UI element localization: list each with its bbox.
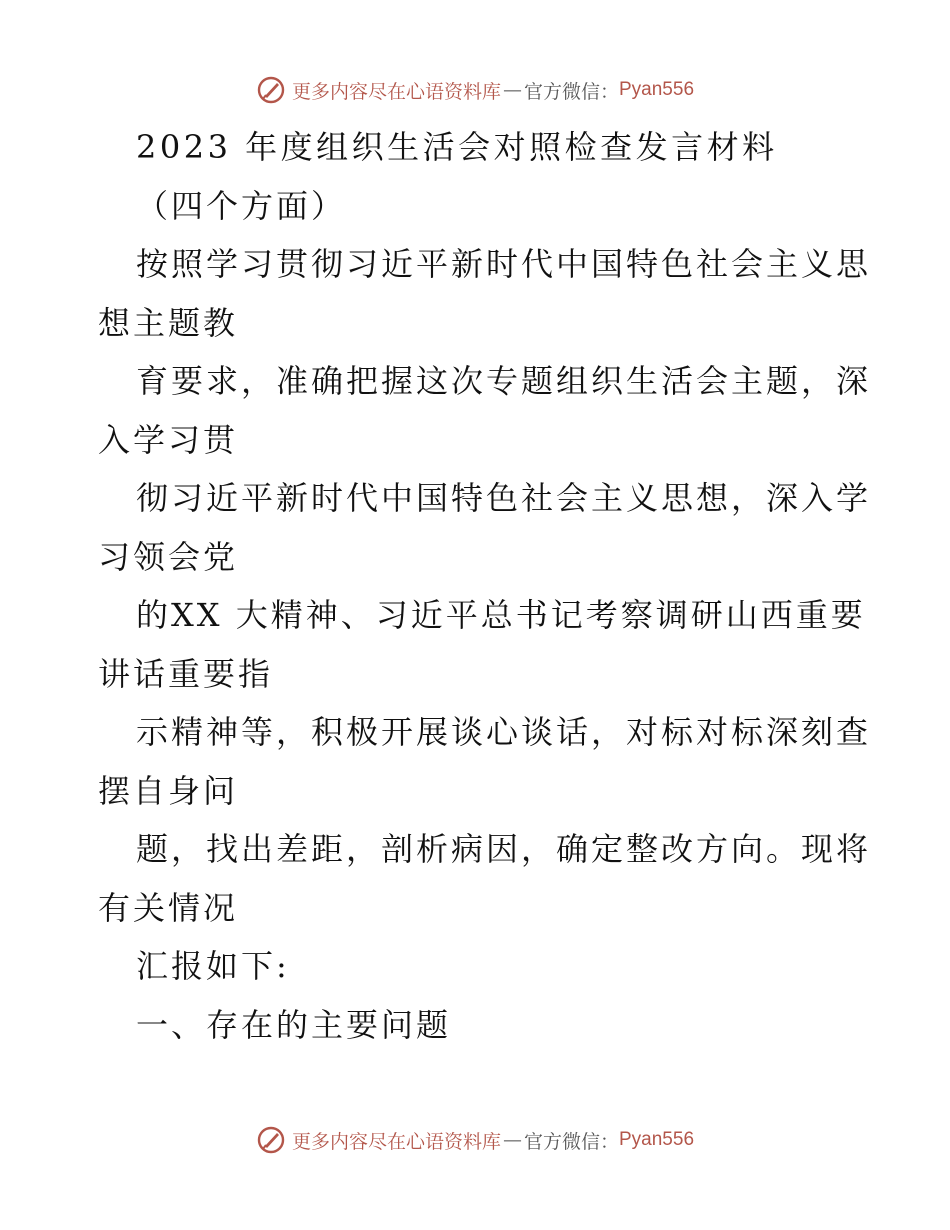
watermark-divider: — [502, 1129, 522, 1151]
watermark-site-text: 更多内容尽在心语资料库 [291, 1130, 501, 1153]
quill-circle-icon [256, 75, 286, 105]
section-heading: 一、存在的主要问题 [136, 1005, 452, 1044]
watermark-divider: — [502, 79, 522, 101]
header-watermark [0, 70, 950, 110]
paragraph-line: 讲话重要指 [98, 654, 274, 693]
watermark-wechat-id: Pyan556 [619, 1129, 695, 1150]
document-subtitle: （四个方面） [136, 186, 347, 225]
paragraph-line: 按照学习贯彻习近平新时代中国特色社会主义思 [136, 245, 872, 283]
paragraph-line: 入学习贯 [98, 420, 239, 459]
paragraph-line: 彻习近平新时代中国特色社会主义思想，深入学 [136, 479, 872, 517]
quill-circle-icon [256, 1125, 286, 1155]
paragraph-line: 的XX 大精神、习近平总书记考察调研山西重要 [136, 596, 866, 634]
paragraph-line: 示精神等，积极开展谈心谈话，对标对标深刻查 [136, 713, 872, 751]
paragraph-line: 想主题教 [98, 303, 239, 342]
paragraph-line: 有关情况 [98, 888, 239, 927]
document-title: 2023 年度组织生活会对照检查发言材料 [136, 128, 778, 166]
watermark-wechat-label: 官方微信： [523, 80, 619, 103]
watermark-wechat-id: Pyan556 [619, 79, 695, 100]
paragraph-line: 摆自身问 [98, 771, 239, 810]
paragraph-line: 习领会党 [98, 537, 239, 576]
paragraph-line: 育要求，准确把握这次专题组织生活会主题，深 [136, 362, 872, 400]
watermark-site-text: 更多内容尽在心语资料库 [291, 80, 501, 103]
paragraph-line: 题，找出差距，剖析病因，确定整改方向。现将 [136, 830, 872, 868]
document-body [98, 118, 872, 1054]
watermark-wechat-label: 官方微信： [523, 1130, 619, 1153]
paragraph-line: 汇报如下: [136, 947, 290, 985]
footer-watermark [0, 1120, 950, 1160]
